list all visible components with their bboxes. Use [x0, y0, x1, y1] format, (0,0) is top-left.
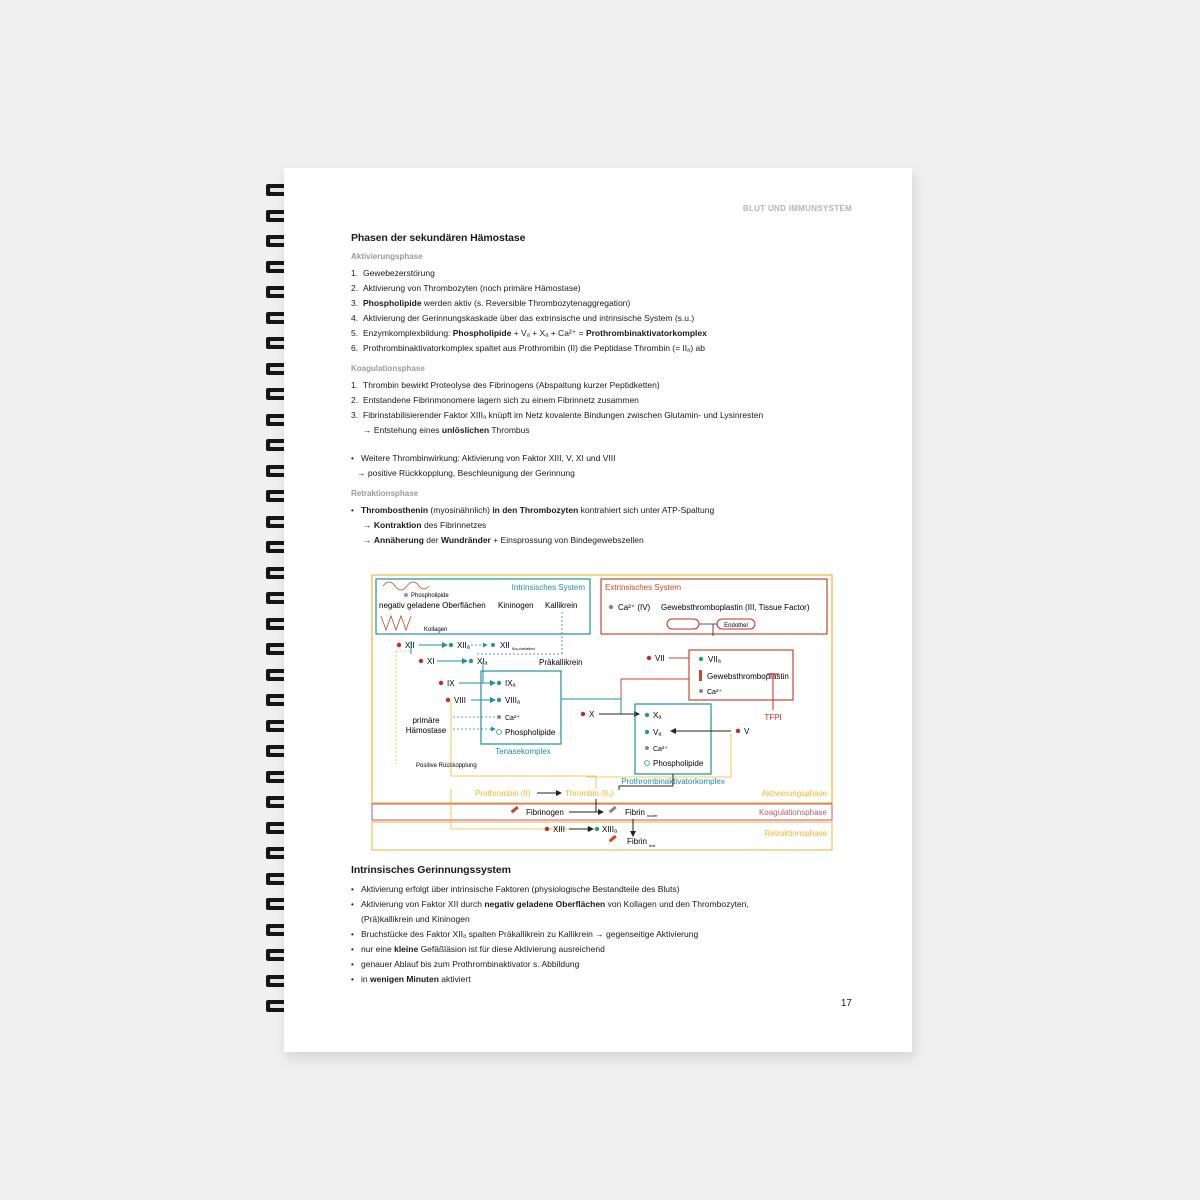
factor-xia: XIₐ	[477, 657, 488, 666]
list-item: • Aktivierung erfolgt über intrinsische Faktoren (physiologische Bestandteile des Bluts)	[351, 882, 851, 897]
fibrin-fest-sub: fest	[649, 843, 656, 848]
page-number: 17	[840, 998, 852, 1009]
gewebsthromboplastin-full: Gewebsthromboplastin (III, Tissue Factor)	[661, 603, 810, 612]
kollagen-label: Kollagen	[424, 627, 448, 633]
list-item: • Aktivierung von Faktor XII durch negativ geladene Oberflächen von Kollagen und den Thrombozyten, (Prä)kallikrein und Kininogen	[351, 897, 851, 927]
fibrin-locker-sub: locker	[647, 813, 658, 818]
ca-label: Ca²⁺	[505, 715, 520, 722]
section-title: Phasen der sekundären Hämostase	[351, 232, 526, 244]
intrinsic-list	[351, 882, 851, 987]
retraktionsphase-label: Retraktionsphase	[764, 829, 827, 838]
subheading-koagulation: Koagulationsphase	[351, 364, 425, 373]
list-item: 2. Entstandene Fibrinmonomere lagern sich zu einem Fibrinnetz zusammen	[351, 395, 639, 405]
intrinsic-title: Intrinsisches System	[511, 583, 585, 592]
chelated-sub: IIIa,chelatiert	[512, 646, 535, 651]
list-item: • nur eine kleine Gefäßläsion ist für diese Aktivierung ausreichend	[351, 942, 851, 957]
list-item: 6. Prothrombinaktivatorkomplex spaltet aus Prothrombin (II) die Peptidase Thrombin (= IIₐ) ab	[351, 343, 705, 353]
cell-shape	[667, 619, 699, 629]
fibrin-locker-label: Fibrin	[625, 808, 646, 817]
prothrombin-label: Prothrombin (II)	[475, 789, 531, 798]
retraktion-sub-1: → Kontraktion des Fibrinnetzes	[363, 520, 487, 530]
factor-va: Vₐ	[653, 728, 662, 737]
phospholipid-dot	[404, 593, 408, 597]
section-title: Intrinsisches Gerinnungssystem	[351, 864, 511, 876]
koagulation-list	[351, 378, 851, 423]
factor-xiiia: XIIIₐ	[602, 825, 617, 834]
factor-xii: XII	[405, 641, 415, 650]
list-item: • Thrombosthenin (myosinähnlich) in den Thrombozyten kontrahiert sich unter ATP-Spaltung	[351, 503, 851, 518]
list-item: 5. Enzymkomplexbildung: Phospholipide + Vₐ + Xₐ + Ca²⁺ = Prothrombinaktivatorkomplex	[351, 328, 707, 338]
thrombin-label: Thrombin (IIₐ)	[565, 789, 614, 798]
list-item: • genauer Ablauf bis zum Prothrombinaktivator s. Abbildung	[351, 957, 851, 972]
factor-ixa: IXₐ	[505, 679, 516, 688]
phospholipide-label: Phospholipide	[653, 759, 704, 768]
aktivierung-list	[351, 266, 851, 356]
coagulation-diagram	[371, 574, 833, 854]
praekallikrein-label: Präkallikrein	[539, 658, 583, 667]
phospholipide-label: Phospholipide	[505, 728, 556, 737]
factor-viii: VIII	[454, 696, 467, 705]
ca-label: Ca²⁺	[653, 746, 668, 753]
fibrin-fest-label: Fibrin	[627, 837, 648, 846]
list-item: • Weitere Thrombinwirkung: Aktivierung von Faktor XIII, V, XI und VIII	[351, 451, 851, 466]
section-phases	[351, 232, 851, 548]
factor-xiia: XIIₐ	[457, 641, 470, 650]
gewebsthromboplastin-label: Gewebsthromboplastin	[707, 672, 789, 681]
kollagen-zigzag	[381, 616, 411, 630]
fibrinogen-label: Fibrinogen	[526, 808, 564, 817]
tfpi-label: TFPI	[764, 713, 782, 722]
list-item: • in wenigen Minuten aktiviert	[351, 972, 851, 987]
running-head: BLUT UND IMMUNSYSTEM	[742, 204, 852, 213]
list-item: 3. Fibrinstabilisierender Faktor XIIIₐ knüpft im Netz kovalente Bindungen zwischen Glutamin- und Lysinresten	[351, 410, 764, 420]
list-item: 1. Gewebezerstörung	[351, 268, 435, 278]
koagulationsphase-label: Koagulationsphase	[758, 808, 827, 817]
extrinsic-title: Extrinsisches System	[605, 583, 682, 592]
list-item: 2. Aktivierung von Thrombozyten (noch primäre Hämostase)	[351, 283, 581, 293]
factor-v: V	[744, 727, 750, 736]
ca-label: Ca²⁺	[707, 689, 722, 696]
factor-xiii: XIII	[553, 825, 566, 834]
prothrombinase-label: Prothrombinaktivatorkomplex	[621, 777, 725, 786]
book-page	[284, 168, 912, 1052]
tenase-label: Tenasekomplex	[495, 747, 551, 756]
kininogen-label: Kininogen	[498, 601, 534, 610]
list-item: 3. Phospholipide werden aktiv (s. Reversible Thrombozytenaggregation)	[351, 298, 631, 308]
aktivierungsphase-label: Aktivierungsphase	[761, 789, 827, 798]
positive-feedback-label: Positive Rückkopplung	[416, 763, 477, 769]
dot	[609, 605, 613, 609]
list-item: • Bruchstücke des Faktor XIIₐ spalten Präkallikrein zu Kallikrein → gegenseitige Aktivierung	[351, 927, 851, 942]
factor-ix: IX	[447, 679, 455, 688]
endothel-label: Endothel	[724, 623, 748, 629]
factor-x: X	[589, 710, 595, 719]
factor-xi: XI	[427, 657, 435, 666]
subheading-aktivierung: Aktivierungsphase	[351, 252, 423, 261]
primaere-label: primäre	[412, 716, 440, 725]
section-intrinsic	[351, 864, 851, 987]
bullet-sub: → positive Rückkopplung, Beschleunigung der Gerinnung	[357, 468, 575, 478]
factor-viia: VIIₐ	[708, 655, 721, 664]
list-item: 1. Thrombin bewirkt Proteolyse des Fibrinogens (Abspaltung kurzer Peptidketten)	[351, 380, 660, 390]
phospholipide-label: Phospholipide	[411, 593, 449, 599]
factor-viiia: VIIIₐ	[505, 696, 520, 705]
retraktion-list	[351, 503, 851, 518]
retraktion-sub-2: → Annäherung der Wundränder + Einsprossung von Bindegewebszellen	[363, 535, 644, 545]
neg-surfaces-label: negativ geladene Oberflächen	[379, 601, 486, 610]
thrombin-bullet	[351, 451, 851, 466]
phospholipid-squiggle	[383, 582, 429, 590]
result-line: → Entstehung eines unlöslichen Thrombus	[363, 425, 530, 435]
kallikrein-label: Kallikrein	[545, 601, 578, 610]
list-item: 4. Aktivierung der Gerinnungskaskade über das extrinsische und intrinsische System (s.u.)	[351, 313, 695, 323]
factor-xa: Xₐ	[653, 711, 662, 720]
factor-xii-chelated: XII	[500, 641, 510, 650]
factor-vii: VII	[655, 654, 665, 663]
subheading-retraktion: Retraktionsphase	[351, 489, 419, 498]
haemostase-label: Hämostase	[405, 726, 447, 735]
ca-iv-label: Ca²⁺ (IV)	[618, 603, 651, 612]
